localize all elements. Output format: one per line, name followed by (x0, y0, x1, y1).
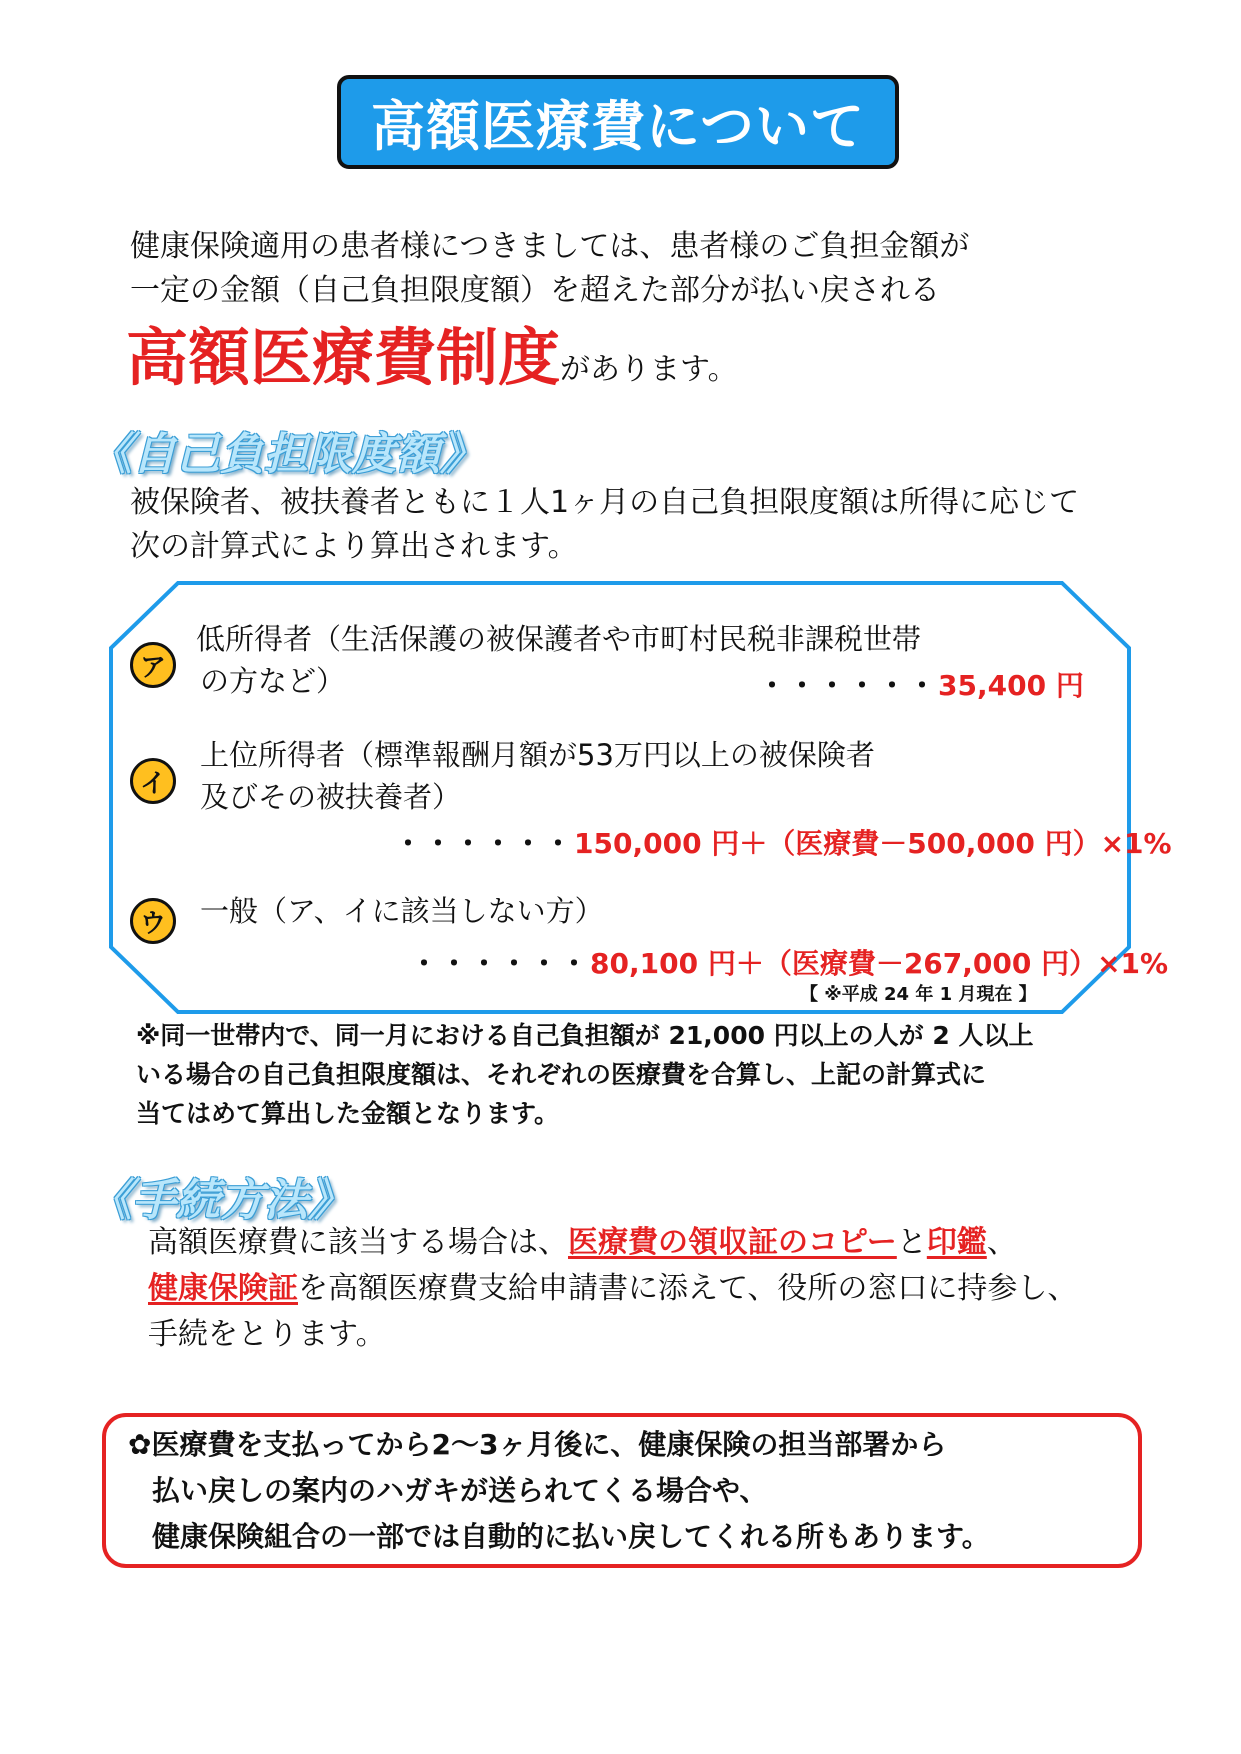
badge-a-icon: ア (130, 642, 176, 688)
section-heading-limit: 《自己負担限度額》 (88, 429, 484, 480)
procedure-conj: と (896, 1225, 927, 1260)
insurance-card-highlight: 健康保険証 (148, 1271, 298, 1306)
receipt-copy-highlight: 医療費の領収証のコピー (568, 1225, 897, 1260)
page-title-box (337, 75, 899, 169)
item-i-line-2: 及びその被扶養者） (200, 780, 462, 814)
note-line-3: 当てはめて算出した金額となります。 (136, 1099, 560, 1128)
intro-line-2: 一定の金額（自己負担限度額）を超えた部分が払い戻される (130, 273, 940, 308)
info-line-1 (128, 1422, 946, 1468)
item-u-amount: 80,100 円＋（医療費－267,000 円）×1% (590, 947, 1169, 980)
section1-line-1: 被保険者、被扶養者ともに１人1ヶ月の自己負担限度額は所得に応じて (130, 485, 1080, 520)
procedure-text-2: を高額医療費支給申請書に添えて、役所の窓口に持参し、 (298, 1271, 1078, 1306)
item-u-line-1: 一般（ア、イに該当しない方） (200, 894, 604, 928)
procedure-comma: 、 (986, 1225, 1017, 1260)
badge-u-icon: ウ (130, 898, 176, 944)
seal-highlight: 印鑑 (926, 1225, 987, 1260)
section1-line-2: 次の計算式により算出されます。 (130, 529, 578, 564)
section-heading-procedure: 《手続方法》 (88, 1175, 352, 1226)
info-text-1: 医療費を支払ってから2～3ヶ月後に、健康保険の担当部署から (151, 1428, 947, 1461)
item-a-line-2: の方など） (200, 664, 346, 698)
info-line-2: 払い戻しの案内のハガキが送られてくる場合や、 (152, 1474, 768, 1507)
item-a-line-1: 低所得者（生活保護の被保護者や市町村民税非課税世帯 (196, 622, 922, 656)
intro-line-1: 健康保険適用の患者様につきましては、患者様のご負担金額が (130, 229, 970, 264)
item-a-amount: 35,400 円 (938, 669, 1084, 702)
as-of-date: 【 ※平成 24 年 1 月現在 】 (800, 984, 1037, 1005)
intro-suffix: があります。 (560, 352, 738, 387)
procedure-line-3: 手続をとります。 (148, 1317, 386, 1352)
system-name-highlight: 高額医療費制度 (126, 321, 561, 394)
item-u-formula (410, 942, 1168, 982)
note-line-2: いる場合の自己負担限度額は、それぞれの医療費を合算し、上記の計算式に (136, 1060, 987, 1089)
item-i-formula (394, 822, 1172, 862)
intro-line-3 (126, 308, 738, 397)
item-a-formula (758, 664, 1084, 704)
procedure-line-1 (148, 1218, 1017, 1268)
item-i-line-1: 上位所得者（標準報酬月額が53万円以上の被保険者 (200, 738, 875, 772)
flower-bullet-icon: ✿ (128, 1428, 152, 1461)
page-title: 高額医療費について (371, 94, 865, 158)
procedure-line-2 (148, 1264, 1077, 1314)
leader-dots: ・・・・・・ (758, 669, 939, 702)
note-line-1: ※同一世帯内で、同一月における自己負担額が 21,000 円以上の人が 2 人以上 (136, 1021, 1034, 1050)
leader-dots: ・・・・・・ (410, 947, 591, 980)
item-i-amount: 150,000 円＋（医療費－500,000 円）×1% (574, 827, 1172, 860)
procedure-text: 高額医療費に該当する場合は、 (148, 1225, 568, 1260)
info-line-3: 健康保険組合の一部では自動的に払い戻してくれる所もあります。 (152, 1520, 990, 1553)
leader-dots: ・・・・・・ (394, 827, 575, 860)
badge-i-icon: イ (130, 758, 176, 804)
